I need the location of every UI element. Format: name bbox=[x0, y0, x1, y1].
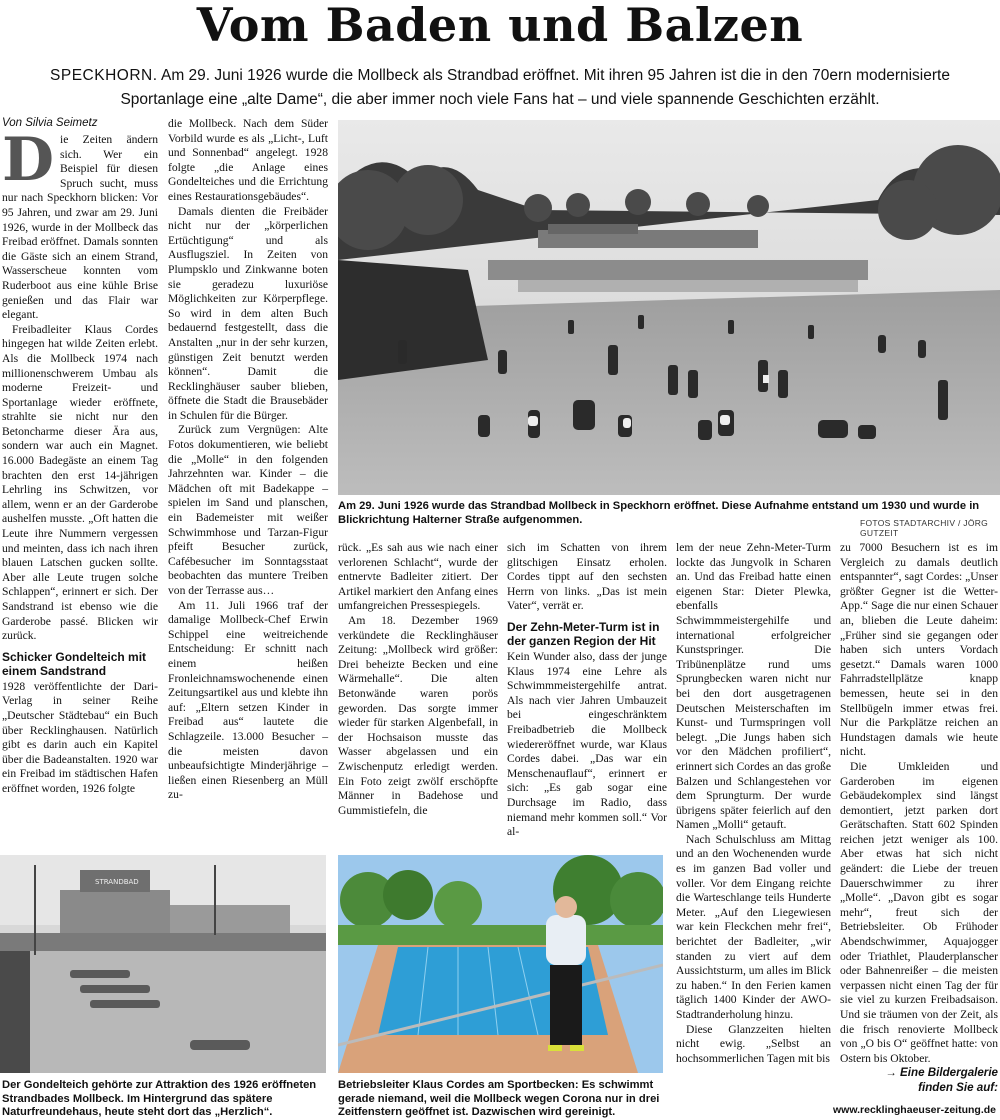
drop-cap: D bbox=[2, 125, 55, 195]
building-sign: STRANDBAD bbox=[95, 878, 139, 886]
paragraph: zu 7000 Besuchern ist es im Vergleich zu damals deutlich entspannter“, sagt Cordes: „Unser größter Gegner ist die Wetter-App.“ Sage die nur einen Schauer an, blieben die Leute daheim: „Früher sind sie gegangen oder haben sich unters Vordach gesetzt.“ Damals waren 1000 Fahrradstellplätze knapp bemessen, heute sei in den Stellbügeln immer etwas frei. Nur die Parkplätze reichen an Hundstagen damals wie heute nicht. bbox=[840, 541, 998, 759]
headline: Vom Baden und Balzen bbox=[196, 0, 804, 52]
mid-photo-caption: Betriebsleiter Klaus Cordes am Sportbecken: Es schwimmt gerade niemand, weil die Mollbeck wegen Corona nur in drei Zeitfenstern geöffnet ist. Dazwischen wird gereinigt. bbox=[338, 1079, 660, 1118]
paragraph: Am 11. Juli 1966 traf der damalige Mollbeck-Chef Erwin Schippel eine weitreichende Entscheidung: Er schnitt nach einem heißen Fronleichnamswochenende einen Zeitungsartikel aus und klebte ihn auf: „Eltern setzen Kinder in Freibad aus“ lautete die Schlagzeile. 13.000 Besucher – die meisten davon unbeaufsichtigte Minderjährige – ließen einen Riesenberg an Müll zu- bbox=[168, 598, 328, 802]
article-column-4 bbox=[507, 541, 667, 840]
subheading: Schicker Gondelteich mit einem Sandstrand bbox=[2, 649, 147, 678]
paragraph: Freibadleiter Klaus Cordes hingegen hat wilde Zeiten erlebt. Als die Mollbeck 1974 nach millionenschwerem Umbau als moderne Freizeit- und Sportanlage wieder eröffnete, strahlte sie nicht nur den Betoncharme dieser Ära aus, sondern war auch ein Magnet. 16.000 Badegäste an einem Tag brachten den erst 14-jährigen Lehrling ins Schwitzen, vor allem, wenn er an der Garderobe aushelfen musste. „Oft hatten die Leute ihre Nummern vergessen und meinten, dass ich nach ihren blauen Latschen gucken sollte. Aber alle Leute trugen solche Schlappen“, erinnert er sich. Der Sandstrand ist ebenso wie die Garderobe passé. Blicken wir zurück. bbox=[2, 322, 158, 643]
gallery-hint: → Eine Bildergalerie finden Sie auf: bbox=[885, 1066, 998, 1094]
dateline: SPECKHORN. bbox=[50, 67, 158, 84]
article-column-1 bbox=[2, 125, 158, 797]
article-column-3 bbox=[338, 541, 498, 818]
article-column-2 bbox=[168, 117, 328, 803]
paragraph: Am 18. Dezember 1969 verkündete die Recklinghäuser Zeitung: „Mollbeck wird größer: Drei beheizte Becken und eine Wärmehalle“. Die alten Betonwände waren porös geworden. Das sorgte immer wieder für starken Algenbefall, in der Hochsaison musste das Wasser abgelassen und ein Zwischenputz erledigt werden. Ein Foto zeigt zwölf erschöpfte Männer in Badehose und Gummistiefeln, die bbox=[338, 613, 498, 817]
paragraph: lem der neue Zehn-Meter-Turm lockte das Jungvolk in Scharen an. Und das Freibad hatte einen eigenen Star: Dieter Plewka, ebenfalls Schwimmmeistergehilfe und international erfolgreicher Kunstspringer. Die Tribünenplätze rund ums Sprungbecken waren nicht nur bei den dort ausgetragenen Deutschen Meisterschaften im Kunst- und Turmspringen voll belegt. „Die Jungs haben sich vor den Mädchen profiliert“, erinnert sich Cordes an das große Balzen und Schlangestehen vor dem Sprungturm. Der wurde übrigens später feierlich auf den Namen „Molli“ getauft. bbox=[676, 541, 831, 832]
paragraph: rück. „Es sah aus wie nach einer verlorenen Schlacht“, wurde der entnervte Badleiter zitiert. Der Artikel markiert den Anfang eines umfangreichen Pressespiegels. bbox=[338, 541, 498, 613]
main-photo-caption: Am 29. Juni 1926 wurde das Strandbad Mollbeck in Speckhorn eröffnet. Diese Aufnahme entstand um 1930 und wurde in Blickrichtung Halterner Straße aufgenommen. bbox=[338, 500, 980, 526]
historic-beach-photo bbox=[338, 120, 1000, 495]
intro-lead bbox=[20, 64, 980, 112]
subheading: Der Zehn-Meter-Turm ist in der ganzen Region der Hit bbox=[507, 619, 660, 648]
paragraph: Kein Wunder also, dass der junge Klaus 1974 eine Lehre als Schwimmmeistergehilfe antrat. Als nach vier Jahren Umbauzeit bei eingeschränktem Freibadbetrieb die Mollbeck wiedereröffnet wurde, war Klaus Cordes dabei. „Das war ein Menschenauflauf“, erinnert er sich: „Es gab sogar eine Durchsage im Radio, dass niemand mehr kommen soll.“ Vor al- bbox=[507, 649, 667, 839]
paragraph: Nach Schulschluss am Mittag und an den Wochenenden wurde es im ganzen Bad voller und voller. Vor dem Eingang reichte die Warteschlange teils Hunderte Meter. „Auf den Liegewiesen war kein Fleckchen mehr frei“, berichtet der Badleiter, „wir standen zu viert auf dem Aussichtsturm, um alles im Blick zu haben.“ In den Ferien kamen täglich 1400 Kinder der AWO-Stadtranderholung hinzu. bbox=[676, 832, 831, 1021]
sports-pool-image bbox=[338, 855, 663, 1073]
sports-pool-photo bbox=[338, 855, 663, 1073]
byline: Von Silvia Seimetz bbox=[2, 117, 98, 129]
paragraph: ie Zeiten ändern sich. Wer ein Beispiel für diesen Spruch sucht, muss nur nach Speckhorn blicken: Vor 95 Jahren, und zwar am 29. Juni 1926, wurde in der Mollbeck das Freibad eröffnet. Damals sonnten die Gäste sich an einem Strand, Wasserscheue konnten vom Ruderboot aus eine kühle Brise genießen und das Flair war elegant. bbox=[2, 133, 158, 322]
paragraph: sich im Schatten von ihrem glitschigen Einsatz erholen. Cordes tippt auf den sechsten Herrn von links. „Das ist mein Vater“, verrät er. bbox=[507, 541, 667, 613]
article-column-5 bbox=[676, 541, 831, 1066]
paragraph: die Mollbeck. Nach dem Süder Vorbild wurde es als „Licht-, Luft und Sonnenbad“ angelegt. 1928 folgte „die Anlage eines Gondelteiches und die Errichtung eines Restaurationsgebäudes“. bbox=[168, 117, 328, 203]
website-link[interactable]: www.recklinghaeuser-zeitung.de bbox=[833, 1104, 996, 1116]
photo-credit: FOTOS STADTARCHIV / JÖRG GUTZEIT bbox=[860, 518, 989, 538]
paragraph: Damals dienten die Freibäder nicht nur der „körperlichen Ertüchtigung“ und als Ausflugsziel. In Zeiten von Plumpsklo und Zinkwanne boten sie geradezu luxuriöse Möglichkeiten zur Körperpflege. So wird in dem alten Buch bedauernd festgestellt, dass die Anstalten „nur in der sehr kurzen, günstigen Zeit benutzt werden können“. Damit die Recklinghäuser sauber blieben, öffnete die Stadt die Brausebäder in Schulen für die Bürger. bbox=[168, 204, 328, 422]
paragraph: Diese Glanzzeiten hielten nicht ewig. „Selbst an hochsommerlichen Tagen mit bis bbox=[676, 1022, 831, 1065]
paragraph: Zurück zum Vergnügen: Alte Fotos dokumentieren, wie beliebt die „Molle“ in den folgenden Jahrzehnten war. Kinder – die Mädchen oft mit Badekappe – spielen im Sand und planschen, ein Bademeister mit weißer Schwimmhose und Tarzan-Figur pfeift Besucher zurück, Cafébesucher im Sonntagsstaat beobachten das muntere Treiben von der Terrasse aus… bbox=[168, 423, 328, 597]
gondola-pond-photo bbox=[0, 855, 326, 1073]
gondola-pond-image bbox=[0, 855, 326, 1073]
paragraph: Die Umkleiden und Garderoben im eigenen Gebäudekomplex sind längst demontiert, jetzt parken dort Gerätschaften. Statt 602 Spinden reichen jetzt weniger als 100. Aber etwas hat sich nicht geändert: die Liebe der treuen Dauerschwimmer zu ihrer „Molle“. „Davon gibt es sogar mehr“, freut sich der Betriebsleiter. Ob Frühoder Abendschwimmer, Aquajogger oder Triathlet, Plauderplanscher oder Bahnenreißer – die meisten verpassen nicht einen Tag der für sie viel zu kurzen Freibadsaison. Und sie träumen von der Zeit, als die frisch renovierte Mollbeck von „O bis O“ geöffnet hatte: von Ostern bis Oktober. bbox=[840, 759, 998, 1065]
paragraph: 1928 veröffentlichte der Dari-Verlag in seiner Reihe „Deutscher Städtebau“ ein Buch über Recklinghausen. Natürlich gibt es darin auch ein Kapitel über die Badeanstalten. 1920 war ein Freibad im städtischen Hafen eröffnet worden, 1926 folgte bbox=[2, 679, 158, 795]
historic-beach-image bbox=[338, 120, 1000, 495]
article-column-6 bbox=[840, 541, 998, 1096]
intro-text: Am 29. Juni 1926 wurde die Mollbeck als Strandbad eröffnet. Mit ihren 95 Jahren ist die in den 70ern modernisierte Sportanlage eine „alte Dame“, die aber immer noch viele Fans hat – und viele spannende Geschichten erzählt. bbox=[120, 67, 950, 108]
left-photo-caption: Der Gondelteich gehörte zur Attraktion des 1926 eröffneten Strandbades Mollbeck. Im Hintergrund das spätere Naturfreundehaus, heute steht dort das „Herzlich“. bbox=[2, 1079, 317, 1118]
